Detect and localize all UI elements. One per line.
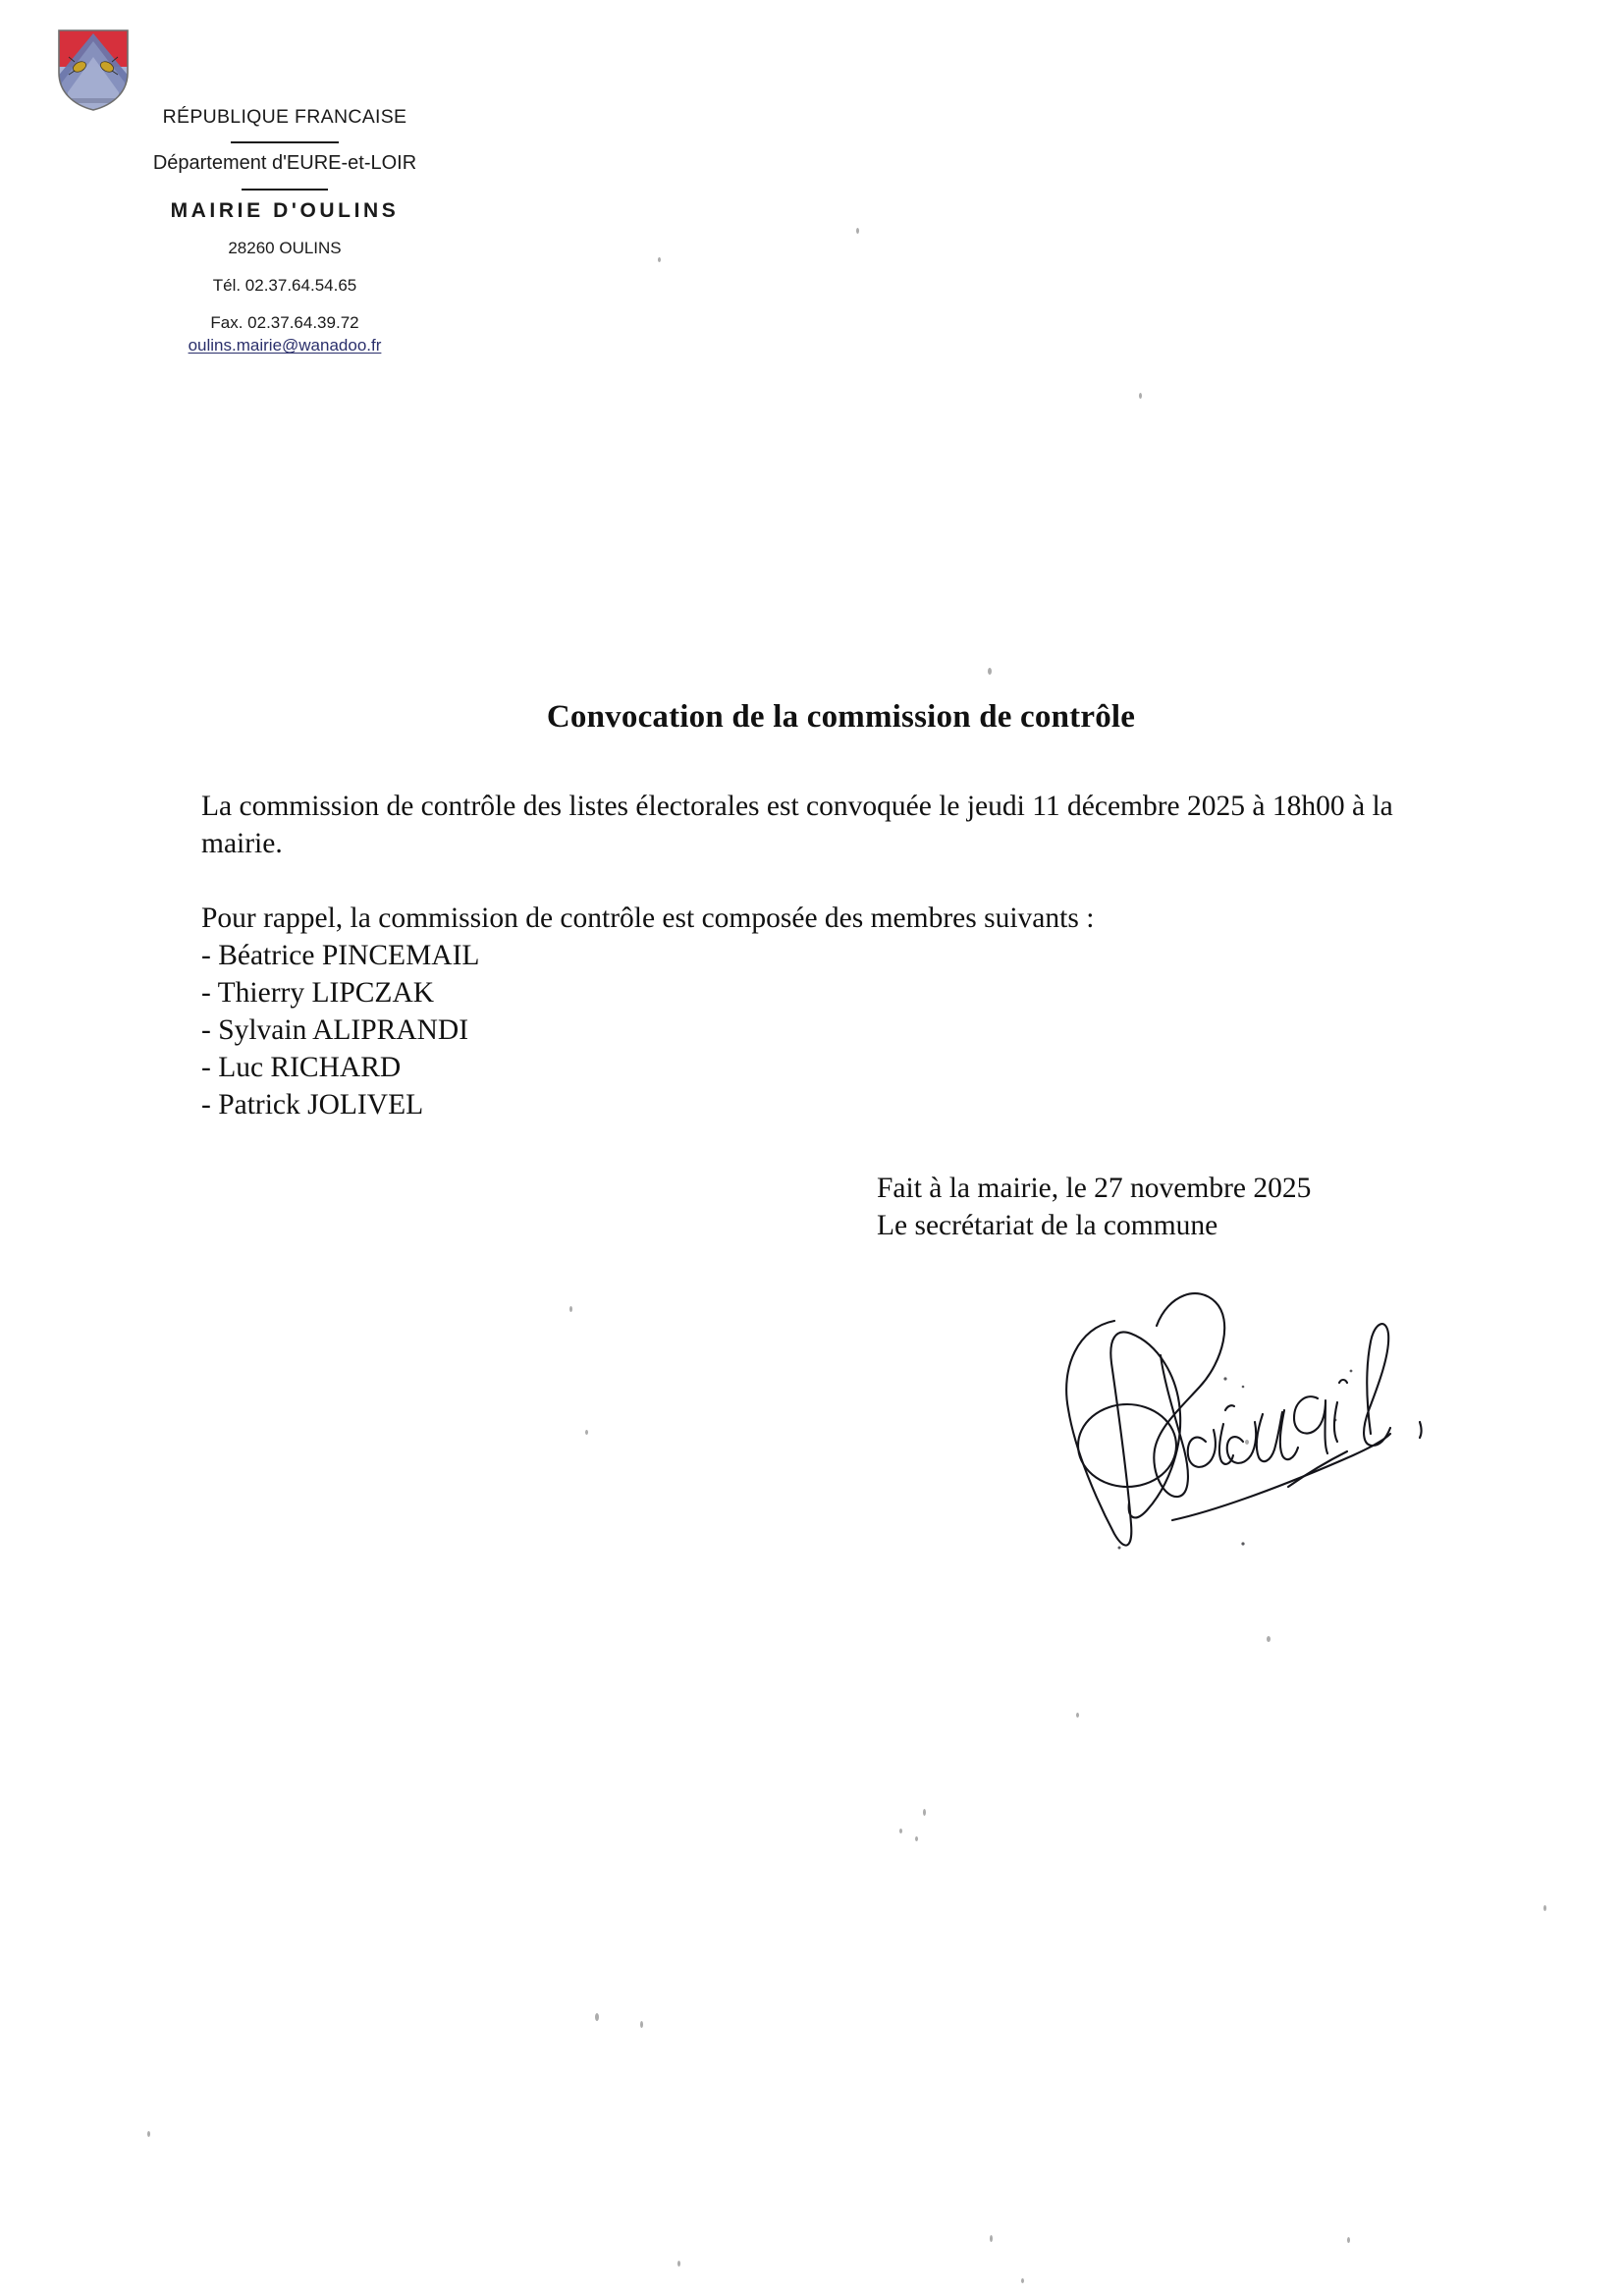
coat-of-arms-icon bbox=[56, 27, 131, 112]
mairie-name: MAIRIE D'OULINS bbox=[170, 199, 400, 222]
paragraph-spacer bbox=[201, 862, 1438, 900]
document-title: Convocation de la commission de contrôle bbox=[546, 699, 1136, 735]
telephone-line: Tél. 02.37.64.54.65 bbox=[212, 276, 357, 295]
letterhead-divider-1 bbox=[231, 141, 339, 143]
letterhead-text-block bbox=[98, 106, 471, 355]
scan-artifact bbox=[585, 1430, 588, 1435]
members-intro-paragraph: Pour rappel, la commission de contrôle est composée des membres suivants : bbox=[201, 902, 1095, 934]
scan-artifact bbox=[1347, 2237, 1350, 2243]
scan-artifact bbox=[990, 2235, 993, 2242]
scan-artifact bbox=[1076, 1713, 1079, 1718]
scan-artifact bbox=[595, 2013, 599, 2021]
scan-artifact bbox=[1139, 393, 1142, 399]
scan-artifact bbox=[923, 1809, 926, 1816]
scan-artifact bbox=[988, 668, 992, 675]
list-item: - Sylvain ALIPRANDI bbox=[201, 1014, 469, 1046]
scan-artifact bbox=[147, 2131, 150, 2137]
scan-artifact bbox=[899, 1829, 902, 1833]
scan-artifact bbox=[1267, 1636, 1271, 1642]
republique-line: RÉPUBLIQUE FRANCAISE bbox=[162, 106, 407, 128]
list-item: - Luc RICHARD bbox=[201, 1052, 402, 1083]
closing-block bbox=[877, 1170, 1311, 1244]
place-and-date: Fait à la mairie, le 27 novembre 2025 bbox=[877, 1173, 1312, 1204]
scan-artifact bbox=[569, 1306, 572, 1312]
scan-artifact bbox=[640, 2021, 643, 2028]
fax-line: Fax. 02.37.64.39.72 bbox=[210, 313, 359, 332]
scan-artifact bbox=[1543, 1905, 1546, 1911]
email-link[interactable]: oulins.mairie@wanadoo.fr bbox=[188, 336, 382, 355]
convocation-paragraph: La commission de contrôle des listes électorales est convoquée le jeudi 11 décembre 2025 à 18h00 à la mairie. bbox=[201, 791, 1393, 859]
handwritten-signature bbox=[1041, 1277, 1434, 1561]
list-item: - Béatrice PINCEMAIL bbox=[201, 940, 480, 971]
list-item: - Patrick JOLIVEL bbox=[201, 1089, 424, 1121]
scan-artifact bbox=[1245, 1440, 1249, 1445]
scan-artifact bbox=[1021, 2278, 1024, 2283]
scan-artifact bbox=[658, 257, 661, 262]
signer-title: Le secrétariat de la commune bbox=[877, 1210, 1218, 1241]
scan-artifact bbox=[677, 2261, 680, 2267]
document-body bbox=[201, 788, 1438, 1123]
scan-artifact bbox=[856, 228, 859, 234]
members-list bbox=[201, 937, 1438, 1123]
departement-line: Département d'EURE-et-LOIR bbox=[152, 152, 417, 174]
list-item: - Thierry LIPCZAK bbox=[201, 977, 435, 1009]
letterhead-divider-2 bbox=[242, 189, 328, 191]
postal-code-line: 28260 OULINS bbox=[228, 239, 342, 257]
scan-artifact bbox=[915, 1836, 918, 1841]
